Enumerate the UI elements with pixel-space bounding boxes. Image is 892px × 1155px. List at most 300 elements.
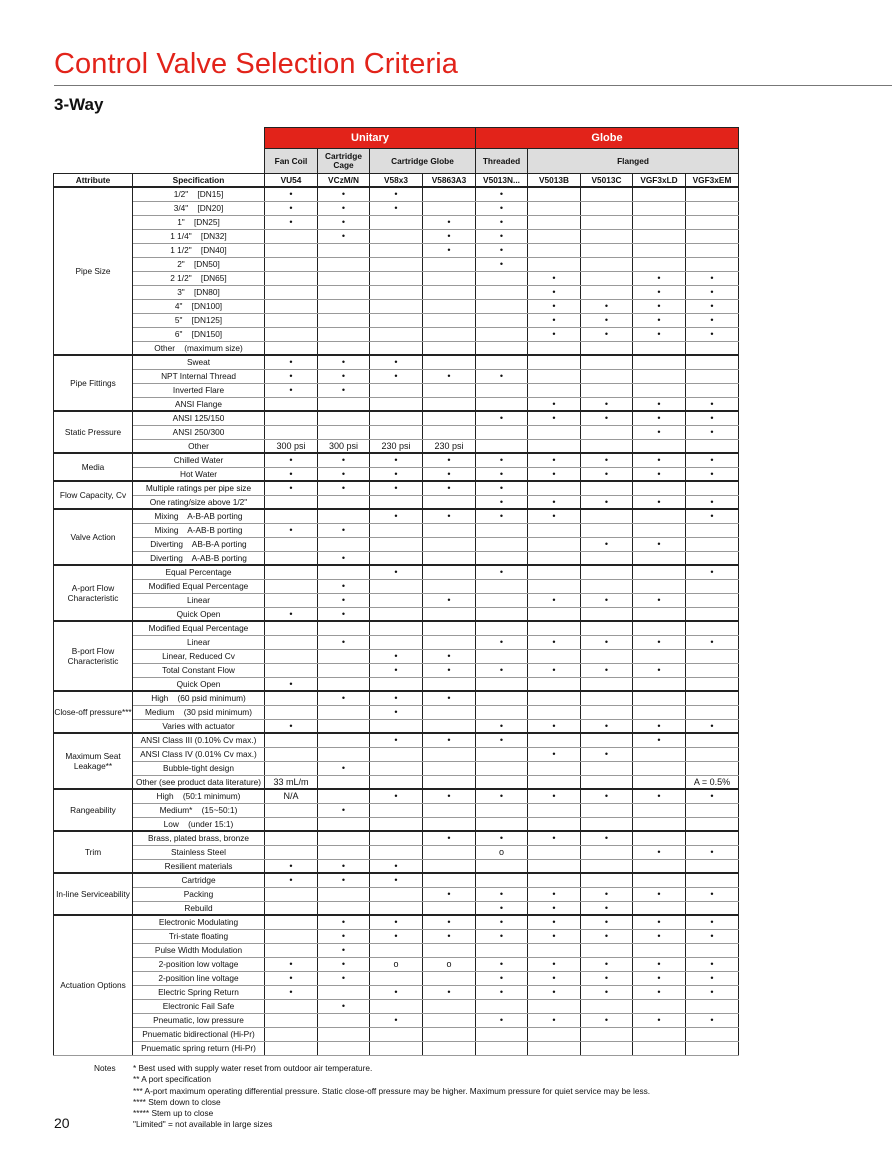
table-cell: [581, 943, 633, 957]
table-cell: [370, 817, 423, 831]
table-cell: •: [318, 929, 370, 943]
table-cell: •: [318, 229, 370, 243]
table-cell: •: [633, 271, 686, 285]
table-cell: [581, 285, 633, 299]
table-row: [54, 537, 739, 551]
table-cell: [370, 523, 423, 537]
specification-label: Brass, plated brass, bronze: [133, 831, 265, 845]
table-row: [54, 971, 739, 985]
table-cell: •: [633, 929, 686, 943]
table-cell: [423, 397, 476, 411]
table-cell: [476, 397, 528, 411]
table-cell: •: [686, 453, 739, 467]
table-cell: [686, 901, 739, 915]
table-cell: [686, 369, 739, 383]
table-cell: •: [265, 481, 318, 495]
table-cell: [265, 901, 318, 915]
table-cell: [423, 285, 476, 299]
table-cell: •: [633, 663, 686, 677]
table-cell: •: [633, 285, 686, 299]
table-cell: [265, 425, 318, 439]
table-cell: [581, 845, 633, 859]
table-cell: •: [528, 1013, 581, 1027]
specification-label: 4" [DN100]: [133, 299, 265, 313]
table-cell: [686, 579, 739, 593]
table-cell: •: [633, 887, 686, 901]
table-cell: •: [581, 985, 633, 999]
notes-label: Notes: [94, 1063, 116, 1073]
table-cell: [633, 649, 686, 663]
table-row: [54, 243, 739, 257]
table-cell: [476, 355, 528, 369]
specification-label: Diverting A-AB-B porting: [133, 551, 265, 565]
table-cell: •: [318, 803, 370, 817]
table-cell: •: [686, 719, 739, 733]
table-cell: [265, 509, 318, 523]
table-cell: [686, 201, 739, 215]
table-cell: •: [686, 271, 739, 285]
table-cell: [528, 523, 581, 537]
table-cell: [686, 593, 739, 607]
table-cell: [370, 215, 423, 229]
table-row: [54, 439, 739, 453]
table-cell: •: [370, 355, 423, 369]
table-cell: [686, 1027, 739, 1041]
table-cell: [633, 565, 686, 579]
table-cell: [581, 271, 633, 285]
specification-label: Mixing A-AB-B porting: [133, 523, 265, 537]
table-cell: [370, 1027, 423, 1041]
table-cell: [265, 887, 318, 901]
table-cell: [528, 257, 581, 271]
table-cell: •: [476, 733, 528, 747]
group-header: Globe: [476, 128, 739, 149]
table-cell: [318, 537, 370, 551]
table-row: [54, 607, 739, 621]
table-cell: •: [476, 565, 528, 579]
table-cell: [686, 663, 739, 677]
specification-label: Rebuild: [133, 901, 265, 915]
table-cell: •: [265, 355, 318, 369]
table-cell: •: [581, 957, 633, 971]
table-cell: [318, 747, 370, 761]
table-cell: •: [265, 971, 318, 985]
specification-label: Total Constant Flow: [133, 663, 265, 677]
table-cell: [476, 1041, 528, 1055]
table-cell: [476, 327, 528, 341]
specification-label: Tri-state floating: [133, 929, 265, 943]
table-cell: [528, 761, 581, 775]
table-cell: •: [686, 845, 739, 859]
table-cell: [633, 341, 686, 355]
specification-label: Pnuematic bidirectional (Hi-Pr): [133, 1027, 265, 1041]
table-row: [54, 957, 739, 971]
table-row: [54, 635, 739, 649]
table-cell: [370, 397, 423, 411]
table-cell: [528, 775, 581, 789]
table-cell: [265, 845, 318, 859]
table-cell: [581, 201, 633, 215]
table-cell: [370, 271, 423, 285]
table-cell: •: [686, 635, 739, 649]
table-row: [54, 999, 739, 1013]
table-cell: [528, 845, 581, 859]
table-cell: [686, 257, 739, 271]
table-cell: •: [423, 467, 476, 481]
table-cell: [476, 677, 528, 691]
table-cell: •: [476, 887, 528, 901]
specification-label: 1 1/4" [DN32]: [133, 229, 265, 243]
table-cell: •: [528, 327, 581, 341]
specification-label: Cartridge: [133, 873, 265, 887]
attribute-label: Close-off pressure***: [54, 691, 133, 733]
table-cell: [423, 551, 476, 565]
table-cell: [265, 565, 318, 579]
table-cell: [370, 635, 423, 649]
specification-label: ANSI Class III (0.10% Cv max.): [133, 733, 265, 747]
table-cell: [265, 1013, 318, 1027]
table-row: [54, 817, 739, 831]
table-cell: [370, 383, 423, 397]
table-cell: [476, 425, 528, 439]
table-cell: •: [318, 999, 370, 1013]
table-cell: [370, 243, 423, 257]
table-cell: [476, 1027, 528, 1041]
table-cell: •: [581, 1013, 633, 1027]
table-cell: •: [423, 831, 476, 845]
table-cell: [265, 943, 318, 957]
specification-label: Electronic Fail Safe: [133, 999, 265, 1013]
table-cell: [423, 901, 476, 915]
table-cell: [370, 327, 423, 341]
table-cell: [370, 495, 423, 509]
table-cell: [265, 285, 318, 299]
table-row: [54, 663, 739, 677]
specification-label: Pnuematic spring return (Hi-Pr): [133, 1041, 265, 1055]
table-cell: •: [423, 649, 476, 663]
table-cell: •: [686, 397, 739, 411]
table-cell: [686, 341, 739, 355]
table-cell: •: [318, 761, 370, 775]
table-cell: [528, 355, 581, 369]
table-cell: •: [633, 397, 686, 411]
table-cell: [633, 439, 686, 453]
table-cell: [476, 523, 528, 537]
attribute-label: A-port Flow Characteristic: [54, 565, 133, 621]
table-cell: [423, 1027, 476, 1041]
table-row: [54, 551, 739, 565]
table-cell: 33 mL/m: [265, 775, 318, 789]
table-cell: [686, 215, 739, 229]
table-cell: •: [476, 971, 528, 985]
table-cell: [686, 551, 739, 565]
table-row: [54, 481, 739, 495]
table-cell: [318, 733, 370, 747]
table-cell: •: [528, 313, 581, 327]
table-cell: [476, 299, 528, 313]
table-cell: •: [476, 495, 528, 509]
table-cell: [528, 201, 581, 215]
table-cell: [581, 677, 633, 691]
table-cell: •: [686, 957, 739, 971]
table-cell: [370, 341, 423, 355]
specification-label: Medium (30 psid minimum): [133, 705, 265, 719]
table-cell: •: [423, 369, 476, 383]
title-divider: [54, 85, 892, 86]
table-cell: [581, 705, 633, 719]
table-cell: [476, 775, 528, 789]
table-cell: [581, 257, 633, 271]
table-cell: [370, 607, 423, 621]
table-cell: •: [476, 985, 528, 999]
table-cell: [318, 663, 370, 677]
table-cell: [633, 761, 686, 775]
table-cell: •: [581, 537, 633, 551]
table-row: [54, 1027, 739, 1041]
table-cell: [423, 943, 476, 957]
table-cell: •: [633, 411, 686, 425]
table-cell: [581, 187, 633, 201]
table-cell: [423, 705, 476, 719]
table-cell: [265, 635, 318, 649]
model-column-header: V5863A3: [423, 174, 476, 188]
table-row: [54, 313, 739, 327]
table-cell: [423, 271, 476, 285]
table-cell: [370, 845, 423, 859]
table-cell: [528, 439, 581, 453]
table-cell: •: [476, 369, 528, 383]
table-cell: [633, 243, 686, 257]
specification-label: High (50:1 minimum): [133, 789, 265, 803]
table-cell: [265, 831, 318, 845]
table-cell: N/A: [265, 789, 318, 803]
table-cell: [318, 1013, 370, 1027]
table-row: [54, 761, 739, 775]
table-cell: [265, 537, 318, 551]
table-cell: [318, 285, 370, 299]
table-row: [54, 299, 739, 313]
table-row: [54, 411, 739, 425]
table-cell: •: [265, 719, 318, 733]
table-cell: [581, 215, 633, 229]
specification-label: High (60 psid minimum): [133, 691, 265, 705]
table-cell: [318, 775, 370, 789]
table-cell: [423, 201, 476, 215]
attribute-label: Media: [54, 453, 133, 481]
table-cell: •: [476, 929, 528, 943]
table-cell: 300 psi: [265, 439, 318, 453]
attribute-label: Pipe Fittings: [54, 355, 133, 411]
specification-label: Diverting AB-B-A porting: [133, 537, 265, 551]
table-cell: •: [581, 397, 633, 411]
specification-label: 6" [DN150]: [133, 327, 265, 341]
table-cell: [528, 621, 581, 635]
attribute-label: Flow Capacity, Cv: [54, 481, 133, 509]
table-cell: [265, 705, 318, 719]
table-cell: [423, 1041, 476, 1055]
table-row: [54, 621, 739, 635]
specification-label: Low (under 15:1): [133, 817, 265, 831]
table-cell: •: [423, 481, 476, 495]
specification-label: Pulse Width Modulation: [133, 943, 265, 957]
table-cell: •: [318, 593, 370, 607]
table-cell: [265, 621, 318, 635]
specification-label: NPT Internal Thread: [133, 369, 265, 383]
attribute-label: Rangeability: [54, 789, 133, 831]
attribute-label: Actuation Options: [54, 915, 133, 1055]
table-cell: •: [686, 1013, 739, 1027]
table-cell: [528, 649, 581, 663]
table-cell: [686, 943, 739, 957]
table-cell: •: [528, 467, 581, 481]
table-cell: [265, 915, 318, 929]
table-cell: [423, 719, 476, 733]
table-cell: [686, 691, 739, 705]
table-cell: [581, 1027, 633, 1041]
page-title: Control Valve Selection Criteria: [54, 48, 459, 80]
table-row: [54, 859, 739, 873]
table-cell: [528, 215, 581, 229]
table-row: [54, 887, 739, 901]
table-cell: •: [423, 733, 476, 747]
table-cell: [528, 481, 581, 495]
model-column-header: VCzM/N: [318, 174, 370, 188]
table-cell: •: [528, 397, 581, 411]
table-cell: •: [370, 985, 423, 999]
table-row: [54, 719, 739, 733]
attribute-label: Valve Action: [54, 509, 133, 565]
table-cell: [423, 999, 476, 1013]
table-cell: [581, 383, 633, 397]
table-cell: [633, 509, 686, 523]
table-cell: [633, 831, 686, 845]
table-cell: •: [370, 1013, 423, 1027]
specification-label: Stainless Steel: [133, 845, 265, 859]
table-cell: [633, 1041, 686, 1055]
table-cell: •: [528, 985, 581, 999]
table-cell: [318, 677, 370, 691]
table-cell: •: [318, 523, 370, 537]
table-cell: [423, 621, 476, 635]
table-cell: [581, 803, 633, 817]
table-cell: [265, 929, 318, 943]
table-cell: [423, 1013, 476, 1027]
table-cell: •: [686, 299, 739, 313]
table-cell: [370, 1041, 423, 1055]
table-cell: •: [528, 915, 581, 929]
table-cell: [476, 579, 528, 593]
table-cell: •: [370, 201, 423, 215]
table-cell: [581, 775, 633, 789]
table-cell: [686, 817, 739, 831]
table-cell: •: [581, 831, 633, 845]
table-cell: [265, 803, 318, 817]
table-cell: •: [686, 565, 739, 579]
specification-label: Other (maximum size): [133, 341, 265, 355]
table-row: [54, 845, 739, 859]
table-cell: •: [318, 943, 370, 957]
table-cell: •: [528, 285, 581, 299]
table-cell: [633, 229, 686, 243]
table-cell: [423, 635, 476, 649]
table-cell: •: [686, 411, 739, 425]
table-row: [54, 523, 739, 537]
table-cell: [370, 285, 423, 299]
specification-label: One rating/size above 1/2": [133, 495, 265, 509]
table-cell: [686, 523, 739, 537]
table-cell: [423, 607, 476, 621]
specification-label: Mixing A-B-AB porting: [133, 509, 265, 523]
table-cell: [318, 565, 370, 579]
table-cell: [476, 649, 528, 663]
table-row: [54, 397, 739, 411]
specification-label: Sweat: [133, 355, 265, 369]
table-cell: •: [476, 229, 528, 243]
table-cell: [423, 313, 476, 327]
table-cell: •: [370, 369, 423, 383]
subgroup-header: Cartridge Globe: [370, 149, 476, 174]
table-cell: •: [265, 985, 318, 999]
attribute-column-header: Attribute: [54, 174, 133, 188]
table-cell: •: [581, 327, 633, 341]
table-cell: [476, 551, 528, 565]
table-cell: •: [581, 929, 633, 943]
specification-label: 2-position line voltage: [133, 971, 265, 985]
table-cell: [633, 607, 686, 621]
table-cell: [476, 747, 528, 761]
table-cell: •: [370, 509, 423, 523]
table-cell: [528, 565, 581, 579]
table-row: [54, 425, 739, 439]
table-cell: [581, 341, 633, 355]
specification-label: Resilient materials: [133, 859, 265, 873]
table-cell: [370, 551, 423, 565]
table-cell: •: [528, 831, 581, 845]
table-cell: •: [633, 593, 686, 607]
table-cell: •: [528, 299, 581, 313]
table-cell: •: [370, 187, 423, 201]
table-cell: [581, 481, 633, 495]
table-cell: [581, 355, 633, 369]
table-cell: •: [581, 789, 633, 803]
table-cell: [633, 691, 686, 705]
specification-label: ANSI 250/300: [133, 425, 265, 439]
table-cell: •: [318, 873, 370, 887]
table-cell: [476, 705, 528, 719]
table-cell: [581, 229, 633, 243]
table-cell: [528, 1027, 581, 1041]
table-cell: [581, 551, 633, 565]
table-cell: [265, 229, 318, 243]
table-cell: [633, 705, 686, 719]
specification-label: Modified Equal Percentage: [133, 579, 265, 593]
table-cell: •: [318, 481, 370, 495]
table-cell: •: [318, 201, 370, 215]
table-cell: [318, 299, 370, 313]
note-line: *** A-port maximum operating differential pressure. Static close-off pressure may be higher. Maximum pressure for quiet service may be less.: [133, 1085, 651, 1096]
table-cell: [318, 719, 370, 733]
table-cell: •: [633, 453, 686, 467]
table-cell: •: [370, 915, 423, 929]
table-cell: •: [476, 663, 528, 677]
table-cell: •: [370, 873, 423, 887]
table-row: [54, 257, 739, 271]
table-cell: [581, 621, 633, 635]
table-cell: •: [318, 467, 370, 481]
table-cell: •: [633, 971, 686, 985]
table-cell: •: [528, 719, 581, 733]
table-cell: •: [265, 369, 318, 383]
